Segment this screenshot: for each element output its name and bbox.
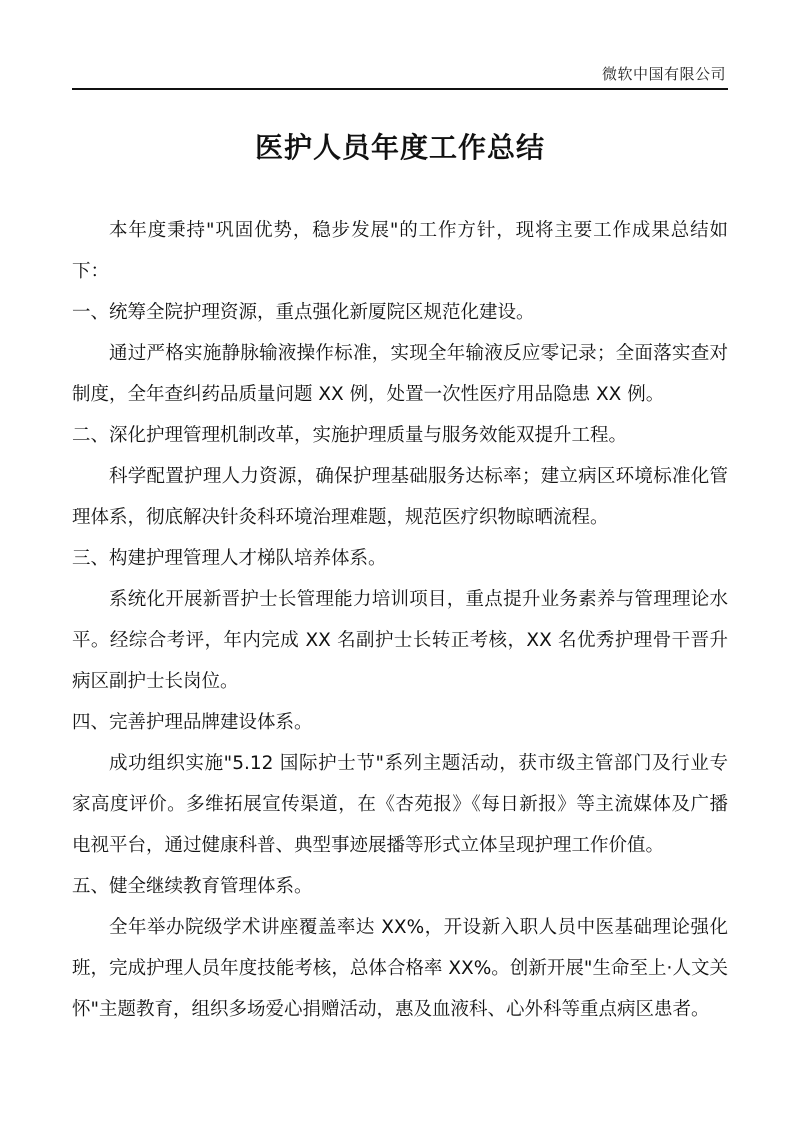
section-heading-3: 三、构建护理管理人才梯队培养体系。 [72, 548, 387, 569]
section-body-4: 成功组织实施"5.12 国际护士节"系列主题活动，获市级主管部门及行业专家高度评价。多维拓展宣传渠道，在《杏苑报》《每日新报》等主流媒体及广播电视平台，通过健康科普、典型事迹展播等形式立体呈现护理工作价值。 [72, 753, 728, 856]
header-divider [72, 88, 728, 90]
section-heading-1: 一、统筹全院护理资源，重点强化新厦院区规范化建设。 [72, 302, 535, 323]
header-company-name: 微软中国有限公司 [601, 65, 726, 83]
section-body-1: 通过严格实施静脉输液操作标准，实现全年输液反应零记录；全面落实查对制度，全年查纠药品质量问题 XX 例，处置一次性医疗用品隐患 XX 例。 [72, 343, 728, 405]
section-body-2: 科学配置护理人力资源，确保护理基础服务达标率；建立病区环境标准化管理体系，彻底解决针灸科环境治理难题，规范医疗织物晾晒流程。 [72, 466, 728, 528]
section-heading-5: 五、健全继续教育管理体系。 [72, 876, 313, 897]
document-body [72, 210, 728, 1030]
intro-paragraph: 本年度秉持"巩固优势，稳步发展"的工作方针，现将主要工作成果总结如下： [72, 220, 728, 282]
section-heading-4: 四、完善护理品牌建设体系。 [72, 712, 313, 733]
section-body-5: 全年举办院级学术讲座覆盖率达 XX%，开设新入职人员中医基础理论强化班，完成护理人员年度技能考核，总体合格率 XX%。创新开展"生命至上·人文关怀"主题教育，组织多场爱心捐赠活动，惠及血液科、心外科等重点病区患者。 [72, 917, 728, 1020]
document-title: 医护人员年度工作总结 [254, 131, 545, 164]
section-body-3: 系统化开展新晋护士长管理能力培训项目，重点提升业务素养与管理理论水平。经综合考评，年内完成 XX 名副护士长转正考核，XX 名优秀护理骨干晋升病区副护士长岗位。 [72, 589, 728, 692]
section-heading-2: 二、深化护理管理机制改革，实施护理质量与服务效能双提升工程。 [72, 425, 628, 446]
